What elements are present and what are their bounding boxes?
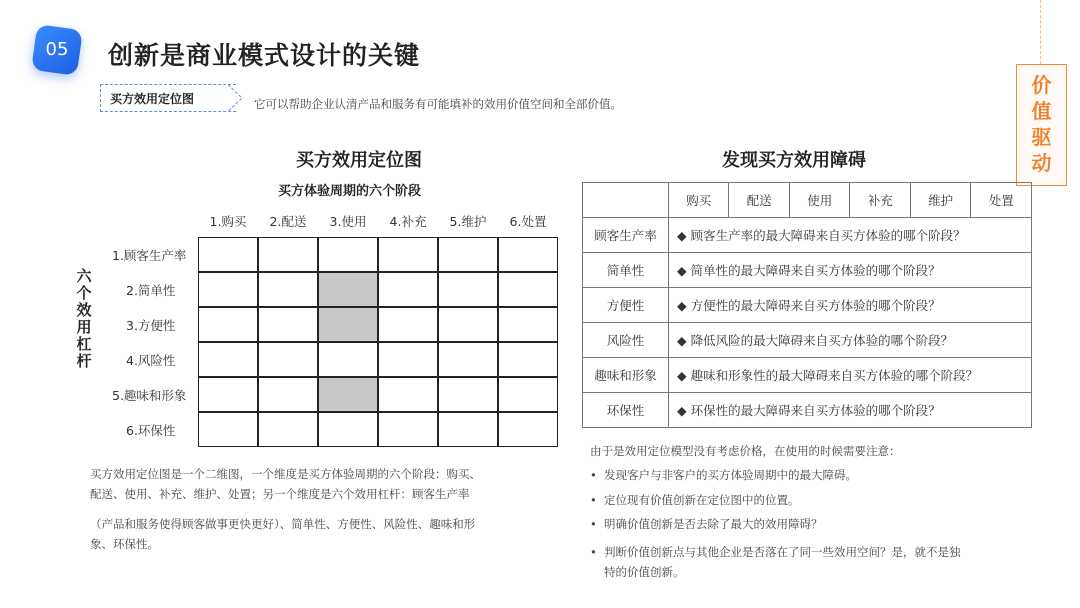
tag-char: 驱: [1031, 125, 1052, 149]
list-item: [590, 490, 1030, 510]
vertical-char: 个: [76, 284, 92, 302]
subtitle-description: 它可以帮助企业认清产品和服务有可能填补的效用价值空间和全部价值。: [254, 97, 622, 111]
tag-char: 动: [1031, 151, 1052, 175]
utility-map-heading: 买方效用定位图: [296, 150, 422, 171]
tag-connector-line: [1040, 0, 1041, 64]
bullet-text: 明确价值创新是否去除了最大的效用障碍？: [604, 517, 823, 531]
description-line: （产品和服务使得顾客做事更快更好）、简单性、方便性、风险性、趣味和形: [90, 517, 476, 531]
bullet-text: 判断价值创新点与其他企业是否落在了同一些效用空间？是，就不是独: [604, 545, 961, 559]
utility-grid-cell: [198, 377, 258, 412]
utility-grid-cell: [438, 237, 498, 272]
table-row: [583, 393, 1032, 428]
utility-grid-cell: [318, 377, 378, 412]
table-row-label: 环保性: [583, 393, 669, 428]
table-row: [583, 323, 1032, 358]
lever-label: 1.顾客生产率: [112, 248, 187, 263]
vertical-char: 用: [76, 318, 92, 336]
stage-header: 4.补充: [389, 214, 427, 229]
chevron-right-icon: [228, 84, 244, 112]
bullet-text: 特的价值创新。: [604, 565, 685, 579]
bullet-icon: •: [590, 493, 597, 507]
utility-grid-cell: [438, 272, 498, 307]
table-column-header: 维护: [910, 183, 970, 218]
vertical-char: 六: [76, 267, 92, 285]
utility-map-subheading: 买方体验周期的六个阶段: [278, 184, 422, 199]
vertical-char: 效: [76, 301, 92, 319]
bullet-icon: •: [590, 545, 597, 559]
table-row-label: 风险性: [583, 323, 669, 358]
bullet-text: 定位现有价值创新在定位图中的位置。: [604, 493, 800, 507]
utility-grid-cell: [498, 272, 558, 307]
utility-grid-cell: [258, 342, 318, 377]
tag-char: 价: [1031, 73, 1052, 97]
table-row-question: ◆ 简单性的最大障碍来自买方体验的哪个阶段？: [669, 253, 1032, 288]
table-column-header: 使用: [789, 183, 849, 218]
table-row-question: ◆ 方便性的最大障碍来自买方体验的哪个阶段？: [669, 288, 1032, 323]
bullet-icon: •: [590, 468, 597, 482]
section-number: 05: [45, 39, 69, 60]
utility-grid-cell: [498, 342, 558, 377]
table-row: [583, 288, 1032, 323]
utility-grid-cell: [438, 342, 498, 377]
stage-header: 1.购买: [209, 214, 247, 229]
table-row-label: 趣味和形象: [583, 358, 669, 393]
vertical-char: 杠: [76, 335, 92, 353]
utility-grid-cell: [438, 307, 498, 342]
table-row: [583, 218, 1032, 253]
table-row-question: ◆ 顾客生产率的最大障碍来自买方体验的哪个阶段？: [669, 218, 1032, 253]
bullet-icon: •: [590, 517, 597, 531]
stage-header: 6.处置: [509, 214, 547, 229]
lever-label: 3.方便性: [126, 318, 176, 333]
utility-grid-cell: [198, 342, 258, 377]
tag-char: 值: [1031, 99, 1052, 123]
utility-grid-cell: [198, 272, 258, 307]
bullet-text: 发现客户与非客户的买方体验周期中的最大障碍。: [604, 468, 857, 482]
utility-grid-cell: [498, 412, 558, 447]
utility-grid-cell: [378, 272, 438, 307]
utility-map-description: [90, 464, 550, 554]
utility-grid-cell: [378, 237, 438, 272]
utility-levers-vertical-label: [74, 268, 94, 370]
utility-grid-cell: [198, 307, 258, 342]
utility-grid-cell: [318, 272, 378, 307]
table-row-question: ◆ 趣味和形象性的最大障碍来自买方体验的哪个阶段？: [669, 358, 1032, 393]
table-row: [583, 253, 1032, 288]
utility-grid-cell: [198, 237, 258, 272]
list-item: [590, 542, 1030, 582]
stage-header: 2.配送: [269, 214, 307, 229]
lever-label: 2.简单性: [126, 283, 176, 298]
usage-note: 由于是效用定位模型没有考虑价格，在使用的时候需要注意：: [590, 444, 901, 458]
utility-grid-cell: [318, 412, 378, 447]
table-column-header: 补充: [850, 183, 910, 218]
utility-grid-cell: [438, 377, 498, 412]
table-row-label: 简单性: [583, 253, 669, 288]
table-row-label: 顾客生产率: [583, 218, 669, 253]
utility-grid-cell: [378, 377, 438, 412]
description-line: 配送、使用、补充、维护、处置；另一个维度是六个效用杠杆：顾客生产率: [90, 487, 470, 501]
utility-grid-cell: [258, 272, 318, 307]
subtitle-label: 买方效用定位图: [110, 92, 195, 106]
description-line: 买方效用定位图是一个二维图，一个维度是买方体验周期的六个阶段：购买、: [90, 467, 481, 481]
utility-grid-cell: [378, 307, 438, 342]
utility-grid-cell: [498, 377, 558, 412]
utility-grid-cell: [378, 342, 438, 377]
utility-grid-cell: [258, 377, 318, 412]
table-column-header: 配送: [729, 183, 789, 218]
utility-grid-cell: [258, 412, 318, 447]
table-column-header: 购买: [669, 183, 729, 218]
utility-grid-cell: [318, 237, 378, 272]
table-column-header: 处置: [971, 183, 1032, 218]
utility-grid-cell: [318, 307, 378, 342]
lever-label: 6.环保性: [126, 423, 176, 438]
table-corner-cell: [583, 183, 669, 218]
table-row-question: ◆ 环保性的最大障碍来自买方体验的哪个阶段？: [669, 393, 1032, 428]
value-driven-tag-text: [1016, 72, 1067, 176]
obstacles-table: [582, 182, 1032, 428]
utility-grid-cell: [498, 237, 558, 272]
utility-grid-cell: [258, 237, 318, 272]
list-item: [590, 465, 1030, 485]
lever-label: 5.趣味和形象: [112, 388, 187, 403]
obstacles-heading: 发现买方效用障碍: [722, 150, 866, 171]
utility-grid-cell: [198, 412, 258, 447]
description-line: 象、环保性。: [90, 537, 159, 551]
utility-grid-cell: [498, 307, 558, 342]
utility-map-grid: [198, 237, 560, 447]
stage-header: 3.使用: [329, 214, 367, 229]
page-title: 创新是商业模式设计的关键: [108, 41, 421, 70]
lever-label: 4.风险性: [126, 353, 176, 368]
utility-grid-cell: [318, 342, 378, 377]
list-item: [590, 514, 1030, 534]
table-row-label: 方便性: [583, 288, 669, 323]
utility-grid-cell: [258, 307, 318, 342]
table-row: [583, 358, 1032, 393]
stage-header: 5.维护: [449, 214, 487, 229]
utility-grid-cell: [378, 412, 438, 447]
table-header-row: [583, 183, 1032, 218]
vertical-char: 杆: [76, 352, 92, 370]
table-row-question: ◆ 降低风险的最大障碍来自买方体验的哪个阶段？: [669, 323, 1032, 358]
utility-grid-cell: [438, 412, 498, 447]
